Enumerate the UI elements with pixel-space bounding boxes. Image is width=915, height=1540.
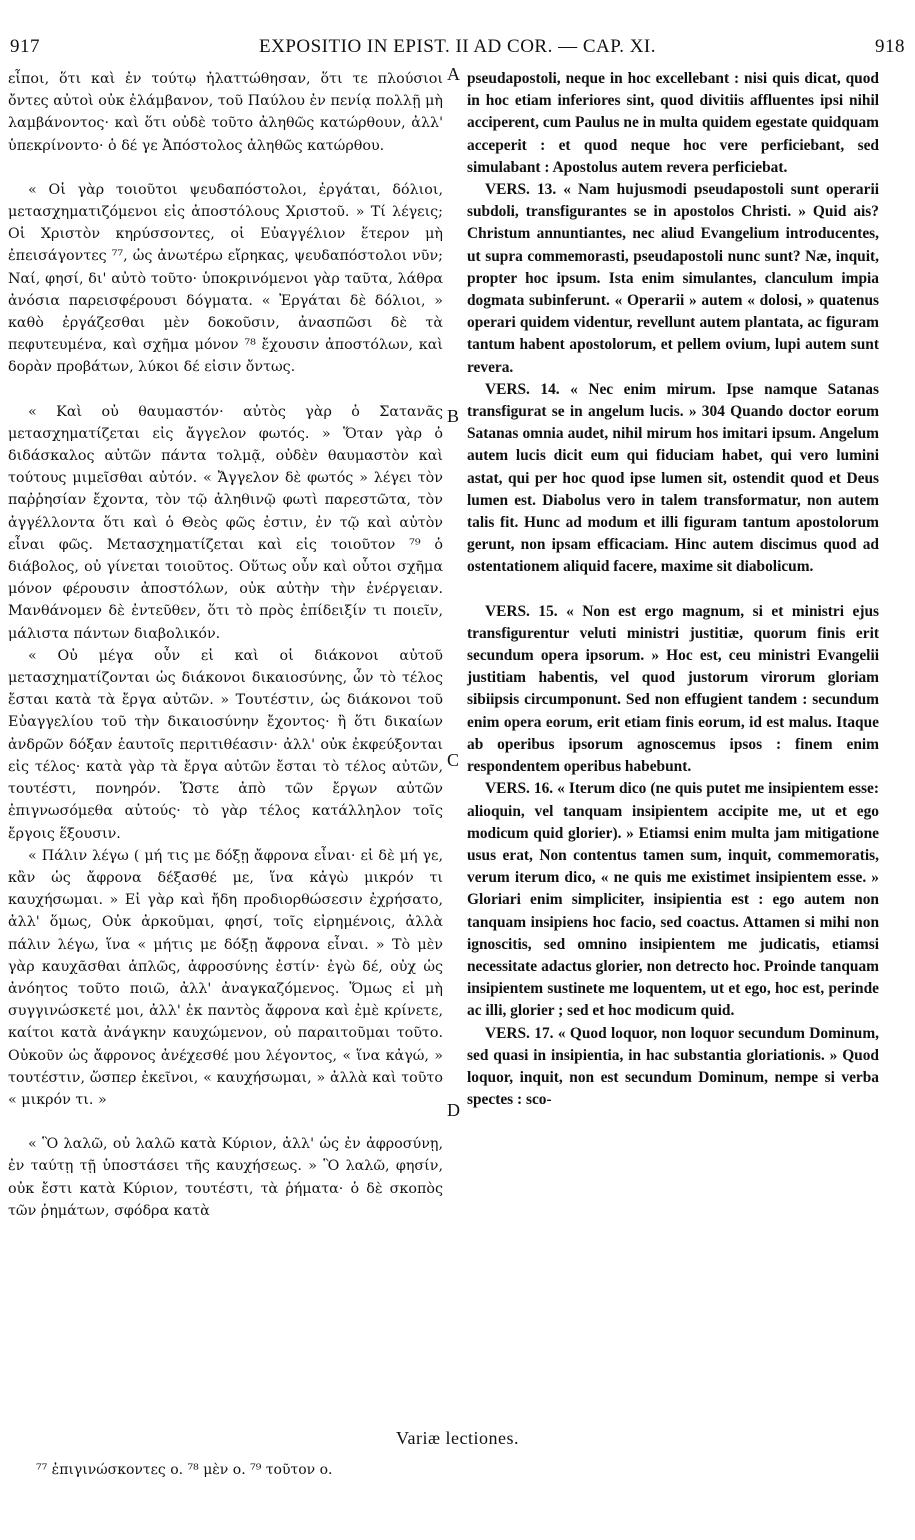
latin-column (467, 68, 879, 1111)
margin-letter-b: B (447, 406, 460, 426)
page-number-left: 917 (10, 36, 40, 57)
greek-paragraph: « Οἱ γὰρ τοιοῦτοι ψευδαπόστολοι, ἐργάται, δόλιοι, μετασχηματιζόμενοι εἰς ἀποστόλους Χριστοῦ. » Τί λέγεις; Οἱ Χριστὸν κηρύσσοντες, οἱ Εὐαγγέλιον ἕτερον μὴ ἐπεισάγοντες ⁷⁷, ὡς ἀνωτέρω εἴρηκας, ψευδαπόστολοι νῦν; Ναί, φησί, δι' αὐτὸ τοῦτο· ὑποκρινόμενοι γὰρ ταῦτα, λάθρα ἀνόσια παρεισφέρουσι δόγματα. « Ἐργάται δὲ δόλιοι, » καθὸ ἐργάζεσθαι μὲν δοκοῦσιν, ἀνασπῶσι δὲ τὰ πεφυτευμένα, καὶ σχῆμα μόνον ⁷⁸ ἔχουσιν ἀποστόλων, καὶ δορὰν προβάτων, λύκοι δέ εἰσιν ὄντως. (8, 181, 443, 376)
latin-paragraph: VERS. 14. « Nec enim mirum. Ipse namque Satanas transfigurat se in angelum lucis. » 304 Quando doctor eorum Satanas omnia audet, nihil mirum hos imitari ipsum. Angelum autem lucis dicit eum qui fiduciam habet, qui vero lumini astat, qui per hoc quod ipse lumen sit, ostendit quod et Deus lumen est. Diabolus vero in talem transformatur, non autem talis fit. Hunc ad modum et illi figuram tantum apostolorum gerunt, non ipsam efficaciam. Hinc autem discimus quod ad ostentationem aliquid facere, maxime sit diabolicum. (467, 380, 879, 576)
variant-readings-heading: Variæ lectiones. (396, 1428, 519, 1448)
margin-letter-c: C (447, 750, 460, 770)
latin-paragraph: VERS. 17. « Quod loquor, non loquor secundum Dominum, sed quasi in insipientia, in hac substantia gloriationis. » Quod loquor, inquit, non est secundum Dominum, nempe si verba spectes : sco- (467, 1024, 879, 1109)
greek-paragraph: « Ὃ λαλῶ, οὐ λαλῶ κατὰ Κύριον, ἀλλ' ὡς ἐν ἀφροσύνῃ, ἐν ταύτῃ τῇ ὑποστάσει τῆς καυχήσεως. » Ὃ λαλῶ, φησίν, οὐκ ἔστι κατὰ Κύριον, τουτέστι, τὰ ῥήματα· ὁ δὲ σκοπὸς τῶν ῥημάτων, σφόδρα κατὰ (8, 1136, 443, 1219)
variant-readings-notes: ⁷⁷ ἐπιγινώσκοντες ο. ⁷⁸ μὲν ο. ⁷⁹ τοῦτον ο. (36, 1462, 333, 1478)
greek-column (8, 68, 443, 1222)
latin-paragraph: VERS. 13. « Nam hujusmodi pseudapostoli sunt operarii subdoli, transfigurantes se in apostolos Christi. » Quid ais? Christum annuntiantes, nec aliud Evangelium introducentes, ut supra commemorasti, pseudapostoli nunc sunt? Næ, inquit, propter hoc ipsum. Ista enim simulantes, clanculum impia dogmata subinferunt. « Operarii » autem « dolosi, » quatenus operari quidem videntur, revellunt autem plantata, ac figuram tantum habent apostolorum, et pellem ovium, lupi autem sunt revera. (467, 181, 879, 376)
greek-paragraph: « Καὶ οὐ θαυμαστόν· αὐτὸς γὰρ ὁ Σατανᾶς μετασχηματίζεται εἰς ἄγγελον φωτός. » Ὅταν γὰρ ὁ διδάσκαλος αὐτῶν πάντα τολμᾷ, οὐδὲν θαυμαστὸν καὶ τούτους μιμεῖσθαι αὐτόν. « Ἄγγελον δὲ φωτός » λέγει τὸν παῤῥησίαν ἔχοντα, τὸν τῷ ἀληθινῷ φωτὶ παρεστῶτα, τὸν ἀγγέλλοντα ὅτι καὶ ὁ Θεὸς φῶς ἐστιν, ἐν τῷ καὶ αὐτὸν εἶναι φῶς. Μετασχηματίζεται καὶ εἰς τοιοῦτον ⁷⁹ ὁ διάβολος, οὐ γίνεται τοιοῦτος. Οὕτως οὖν καὶ οὗτοι σχῆμα μόνον φέρουσιν ἀποστόλων, οὐκ αὐτὴν τὴν ἐνέργειαν. Μανθάνομεν δὲ ἐντεῦθεν, ὅτι τὸ πρὸς ἐπίδειξίν τι ποιεῖν, μάλιστα πάντων διαβολικόν. (8, 403, 443, 642)
greek-paragraph: « Οὐ μέγα οὖν εἰ καὶ οἱ διάκονοι αὐτοῦ μετασχηματίζονται ὡς διάκονοι δικαιοσύνης, ὧν τὸ τέλος ἔσται κατὰ τὰ ἔργα αὐτῶν. » Τουτέστιν, ὡς διάκονοι τοῦ Εὐαγγελίου τοῦ τὴν δικαιοσύνην ἔχοντος· ἢ ὅτι δικαίων ἀνδρῶν δόξαν ἑαυτοῖς περιτιθέασιν· ἀλλ' οὐκ ἐκφεύξονται εἰς τέλος· κατὰ γὰρ τὰ ἔργα αὐτῶν ἔσται τὸ τέλος αὐτῶν, τουτέστι, πονηρόν. Ὥστε ἀπὸ τῶν ἔργων αὐτῶν ἐπιγνωσόμεθα αὐτούς· τὸ γὰρ τέλος κατάλληλον τοῖς ἔργοις ἕξουσιν. (8, 647, 443, 842)
greek-paragraph: « Πάλιν λέγω ( μή τις με δόξῃ ἄφρονα εἶναι· εἰ δὲ μή γε, κἂν ὡς ἄφρονα δέξασθέ με, ἵνα κἀγὼ μικρόν τι καυχήσωμαι. » Εἰ γὰρ καὶ ἤδη προδιορθώσεσιν ἐχρήσατο, ἀλλ' ὅμως, Οὐκ ἀρκοῦμαι, φησί, τοῖς εἰρημένοις, ἀλλὰ πάλιν λέγω, ἵνα « μήτις με δόξῃ ἄφρονα εἶναι. » Τὸ μὲν γὰρ καυχᾶσθαι ἁπλῶς, ἀφροσύνης ἐστίν· ἐγὼ δέ, οὐχ ὡς ἀνόητος τοῦτο ποιῶ, ἀλλ' ἀναγκαζόμενος. Ὅμως εἰ μὴ συγγινώσκετέ μοι, ἀλλ' ἐκ παντὸς ἄφρονα καὶ ἐμὲ κρίνετε, καίτοι κατὰ ἀνάγκην καυχώμενον, οὐ παραιτοῦμαι τοῦτο. Οὐκοῦν ὡς ἄφρονος ἀνέχεσθέ μου λέγοντος, « ἵνα κἀγώ, » τουτέστιν, ὥσπερ ἐκεῖνοι, « καυχήσωμαι, » ἀλλὰ καὶ τοῦτο « μικρόν τι. » (8, 847, 443, 1108)
page-number-right: 918 (875, 36, 905, 57)
latin-paragraph: VERS. 16. « Iterum dico (ne quis putet me insipientem esse: alioquin, vel tanquam insipientem accipite me, ut et ego modicum quid glorier). » Etiamsi enim multa jam mitigatione usus erat, Non contentus tamen sum, inquit, commemoratis, verum iterum dico, « ne quis me existimet insipientem esse. » Gloriari enim simpliciter, insipientia est : ego autem non tanquam insipiens hoc facio, sed coactus. Attamen si mihi non ignoscitis, sed omnino insipientem me judicatis, etiamsi necessitate adactus glorier, non detrecto hoc. Proinde tanquam insipientem sustinete me loquentem, ut et ego, hoc est, perinde ac illi, glorier ; sed et hoc modicum quid. (467, 780, 879, 1020)
greek-paragraph: εἶποι, ὅτι καὶ ἐν τούτῳ ἠλαττώθησαν, ὅτι τε πλούσιοι ὄντες αὐτοὶ οὐκ ἐλάμβανον, τοῦ Παύλου ἐν πενίᾳ πολλῇ μὴ λαμβάνοντος· καὶ ὅτι οὐδὲ τοῦτο ἀληθῶς κατώρθουν, ἀλλ' ὑπεκρίνοντο· ὁ δέ γε Ἀπόστολος ἀληθῶς κατώρθου. (8, 71, 443, 154)
page-header (10, 36, 905, 64)
latin-paragraph: pseudapostoli, neque in hoc excellebant : nisi quis dicat, quod in hoc etiam inferiores sint, quod divitiis affluentes ipsi nihil acciperent, cum Paulus ne in multa quidem egestate quidquam acceperit : et quod neque hoc vere perficiebant, sed simulabant : Apostolus autem revera perficiebat. (467, 70, 879, 176)
latin-paragraph: VERS. 15. « Non est ergo magnum, si et ministri ejus transfigurentur veluti ministri justitiæ, quorum finis erit secundum opera ipsorum. » Hoc est, ceu ministri Evangelii justitiam habentis, vel quod justorum virorum gloriam sibiipsis circumponunt. Sed non effugient tandem : secundum enim opera eorum, erit etiam finis eorum, id est malus. Itaque ab operibus ipsorum agnoscemus ipsos : finem enim respondentem operibus habebunt. (467, 602, 879, 776)
margin-letter-a: A (447, 64, 460, 84)
margin-letter-d: D (447, 1100, 460, 1120)
running-title: EXPOSITIO IN EPIST. II AD COR. — CAP. XI. (259, 36, 656, 57)
